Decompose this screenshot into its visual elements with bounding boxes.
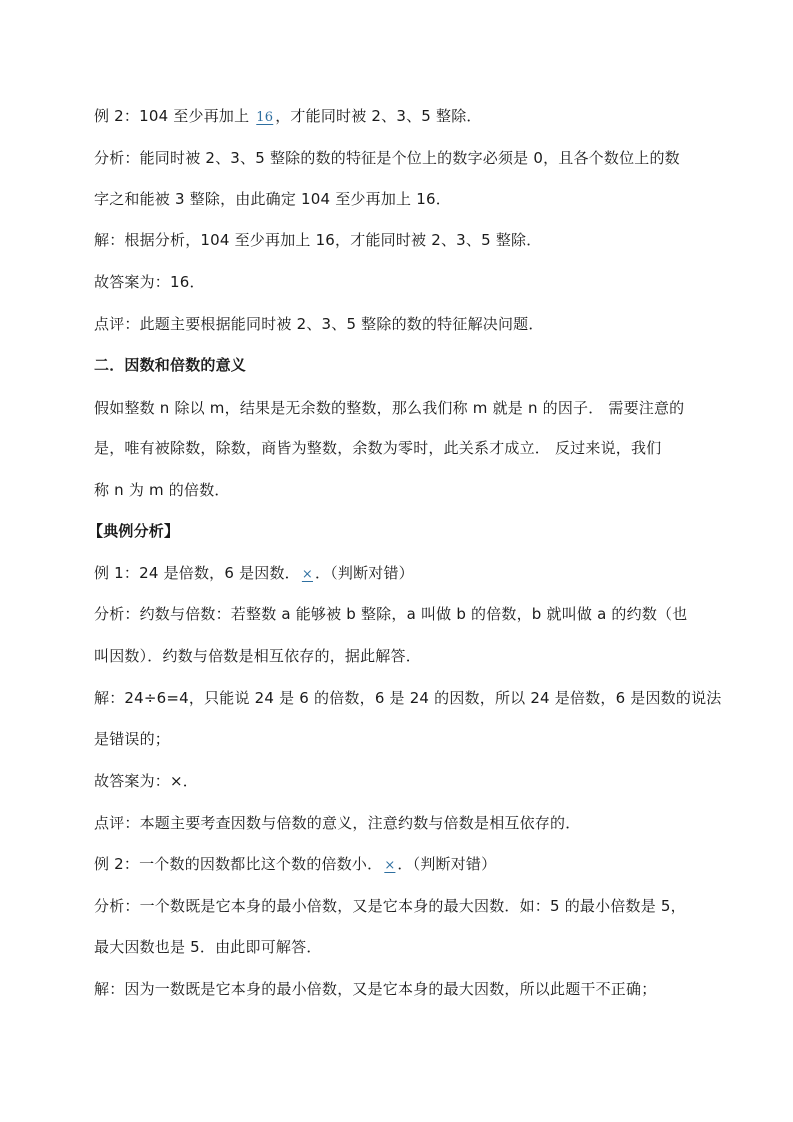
question-prefix: 例 2：104 至少再加上	[94, 107, 255, 125]
section-body-line2: 是，唯有被除数，除数，商皆为整数，余数为零时，此关系才成立． 反过来说，我们	[94, 439, 662, 457]
example2-solution: 解：根据分析，104 至少再加上 16，才能同时被 2、3、5 整除．	[94, 231, 542, 249]
example2-final-answer: 故答案为：16．	[94, 273, 205, 291]
example1-question	[94, 563, 414, 585]
answer-blank: 16	[256, 110, 274, 125]
example2b-analysis-line1: 分析：一个数既是它本身的最小倍数，又是它本身的最大因数．如：5 的最小倍数是 5，	[94, 897, 686, 915]
question-suffix: ，才能同时被 2、3、5 整除．	[275, 107, 482, 125]
section-body-line3: 称 n 为 m 的倍数．	[94, 481, 230, 499]
answer-blank: ×	[301, 567, 313, 582]
example1-analysis-line1: 分析：约数与倍数：若整数 a 能够被 b 整除，a 叫做 b 的倍数，b 就叫做 a 的约数（也	[94, 605, 688, 623]
example2b-question	[94, 854, 496, 876]
example2-comment: 点评：此题主要根据能同时被 2、3、5 整除的数的特征解决问题．	[94, 315, 544, 333]
example1-final-answer: 故答案为：×．	[94, 772, 198, 790]
example1-solution-line1: 解：24÷6=4，只能说 24 是 6 的倍数，6 是 24 的因数，所以 24 是倍数，6 是因数的说法	[94, 689, 722, 707]
example2-question	[94, 106, 482, 128]
section-heading: 二．因数和倍数的意义	[94, 356, 247, 374]
section-body-line1: 假如整数 n 除以 m，结果是无余数的整数，那么我们称 m 就是 n 的因子． 需要注意的	[94, 399, 685, 417]
example2-analysis-line1: 分析：能同时被 2、3、5 整除的数的特征是个位上的数字必须是 0，且各个数位上的数	[94, 149, 680, 167]
example1-analysis-line2: 叫因数）．约数与倍数是相互依存的，据此解答．	[94, 647, 421, 665]
example2b-analysis-line2: 最大因数也是 5．由此即可解答．	[94, 938, 322, 956]
question-prefix: 例 1：24 是倍数，6 是因数．	[94, 564, 300, 582]
answer-blank: ×	[384, 858, 396, 873]
question-suffix: ．（判断对错）	[314, 564, 414, 582]
question-suffix: ．（判断对错）	[397, 855, 497, 873]
example2-analysis-line2: 字之和能被 3 整除，由此确定 104 至少再加上 16．	[94, 190, 451, 208]
example1-comment: 点评：本题主要考查因数与倍数的意义，注意约数与倍数是相互依存的．	[94, 814, 581, 832]
example2b-solution: 解：因为一数既是它本身的最小倍数，又是它本身的最大因数，所以此题干不正确；	[94, 980, 657, 998]
examples-heading: 【典例分析】	[88, 522, 180, 540]
example1-solution-line2: 是错误的；	[94, 730, 171, 748]
question-prefix: 例 2：一个数的因数都比这个数的倍数小．	[94, 855, 383, 873]
